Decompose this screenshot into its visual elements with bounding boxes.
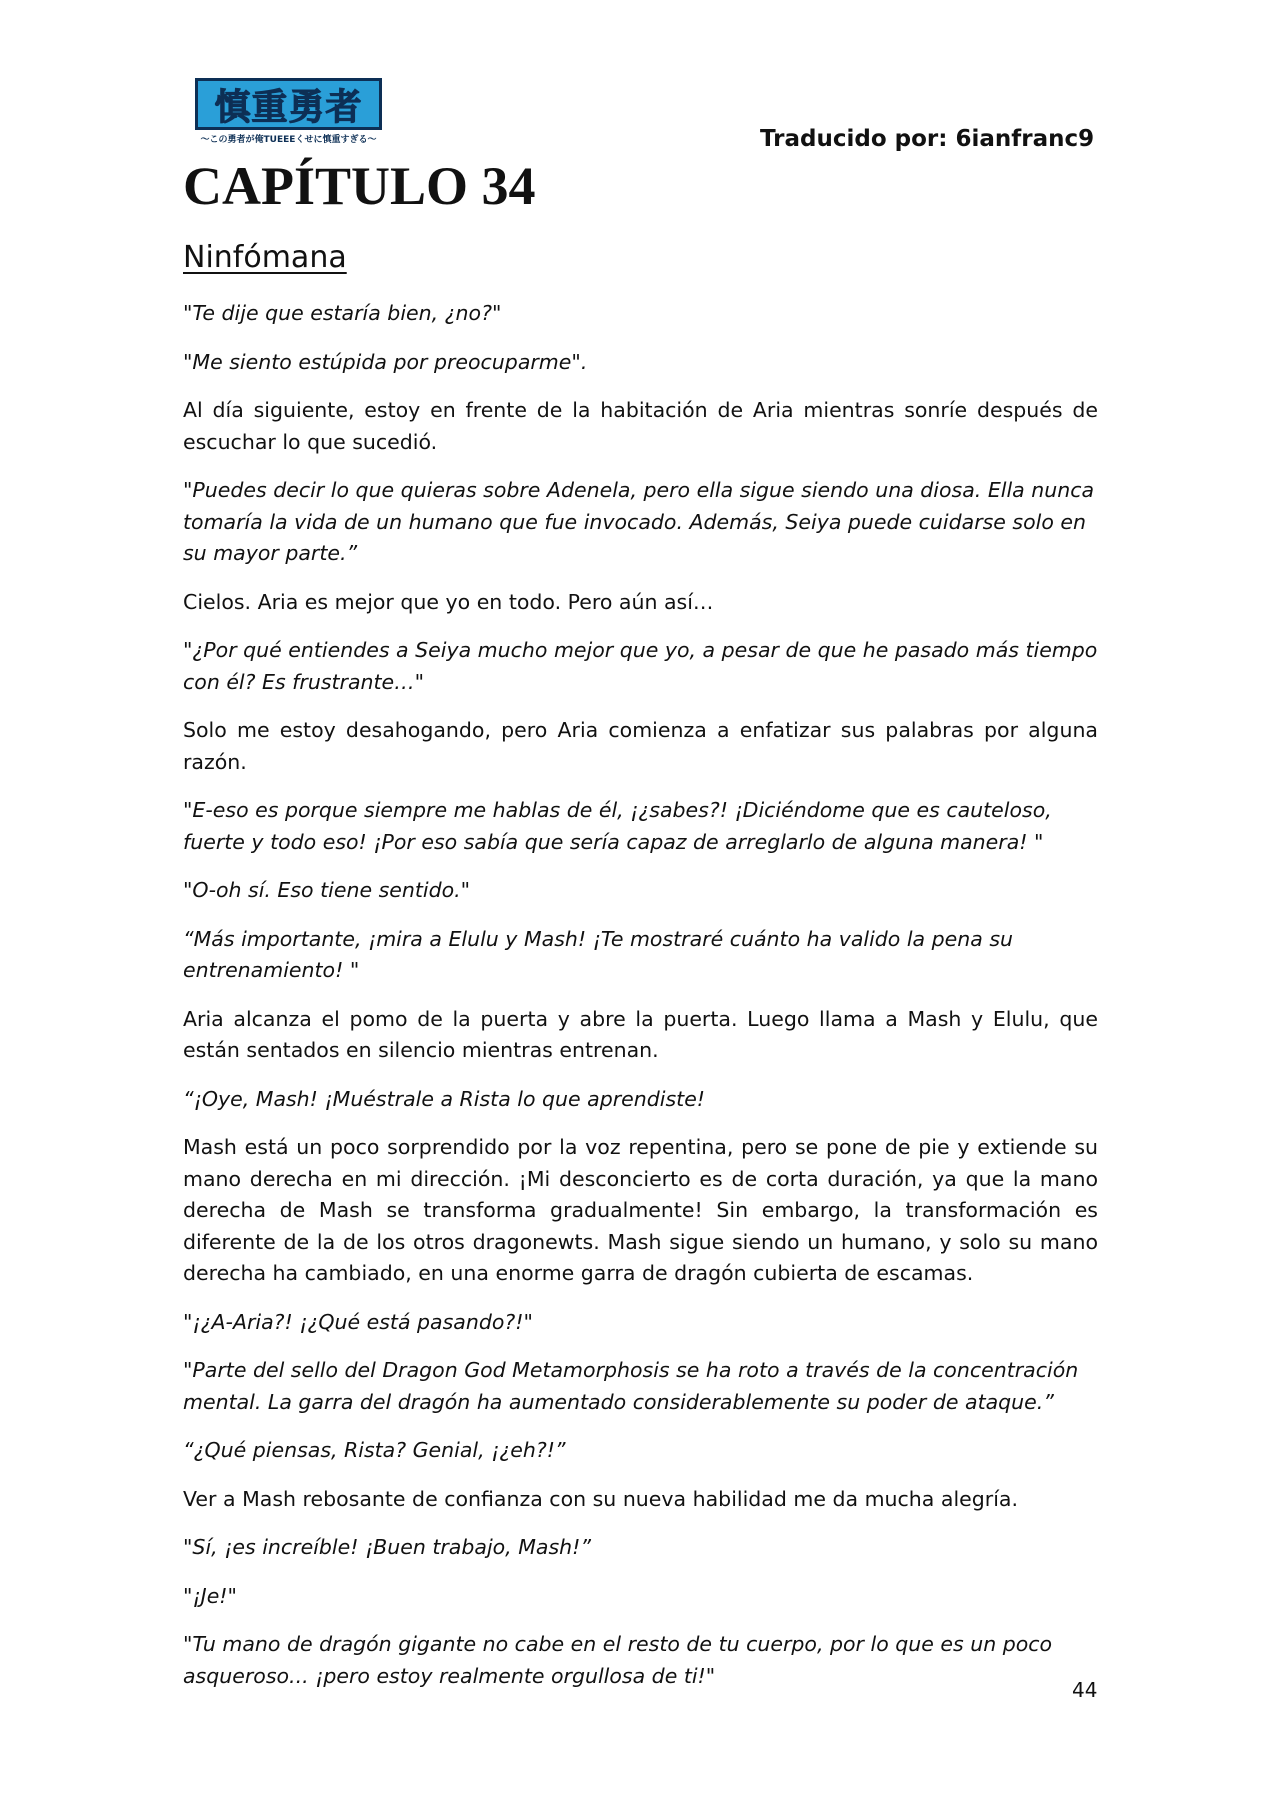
paragraph-dialogue: “Más importante, ¡mira a Elulu y Mash! ¡Te mostraré cuánto ha valido la pena su entrenamiento! " [183,926,1014,982]
paragraph-dialogue: "O-oh sí. Eso tiene sentido." [183,878,471,902]
paragraph-narration: Cielos. Aria es mejor que yo en todo. Pero aún así… [183,589,714,614]
paragraph-narration: Al día siguiente, estoy en frente de la habitación de Aria mientras sonríe después de escuchar lo que sucedió. [183,398,1098,454]
paragraph-dialogue: "E-eso es porque siempre me hablas de él, ¡¿sabes?! ¡Diciéndome que es cauteloso, fuerte y todo eso! ¡Por eso sabía que sería capaz de arreglarlo de alguna manera! " [183,798,1052,854]
chapter-body [183,298,1098,1709]
paragraph-dialogue: “¡Oye, Mash! ¡Muéstrale a Rista lo que aprendiste! [183,1086,706,1111]
paragraph-dialogue: "Parte del sello del Dragon God Metamorphosis se ha roto a través de la concentración mental. La garra del dragón ha aumentado considerablemente su poder de ataque.” [183,1358,1079,1414]
logo-title: 慎重勇者 [195,78,382,130]
page-number: 44 [1072,1678,1098,1702]
paragraph-narration: Mash está un poco sorprendido por la voz repentina, pero se pone de pie y extiende su mano derecha en mi dirección. ¡Mi desconcierto es de corta duración, ya que la mano derecha de Mash se transforma gradualmente! Sin embargo, la transformación es diferente de la de los otros dragonewts. Mash sigue siendo un humano, y solo su mano derecha ha cambiado, en una enorme garra de dragón cubierta de escamas. [183,1135,1098,1285]
chapter-title: CAPÍTULO 34 [183,156,536,216]
paragraph-dialogue: "Me siento estúpida por preocuparme". [183,349,588,374]
chapter-subtitle: Ninfómana [183,240,347,275]
series-logo [195,78,382,146]
translator-credit: Traducido por: 6ianfranc9 [760,126,1095,152]
paragraph-narration: Aria alcanza el pomo de la puerta y abre la puerta. Luego llama a Mash y Elulu, que están sentados en silencio mientras entrenan. [183,1006,1098,1062]
paragraph-dialogue: "Puedes decir lo que quieras sobre Adenela, pero ella sigue siendo una diosa. Ella nunca tomaría la vida de un humano que fue invocado. Además, Seiya puede cuidarse solo en su mayor parte.” [183,478,1095,565]
paragraph-dialogue: "¡¿A-Aria?! ¡¿Qué está pasando?!" [183,1309,533,1334]
paragraph-narration: Ver a Mash rebosante de confianza con su nueva habilidad me da mucha alegría. [183,1486,1018,1511]
paragraph-dialogue: “¿Qué piensas, Rista? Genial, ¡¿eh?!” [183,1438,566,1462]
paragraph-dialogue: "Tu mano de dragón gigante no cabe en el resto de tu cuerpo, por lo que es un poco asqueroso... ¡pero estoy realmente orgullosa de ti!" [183,1632,1053,1688]
paragraph-dialogue: "¡Je!" [183,1583,237,1608]
paragraph-dialogue: "¿Por qué entiendes a Seiya mucho mejor que yo, a pesar de que he pasado más tiempo con él? Es frustrante…" [183,638,1098,694]
logo-subtitle: 〜この勇者が俺TUEEEくせに慎重すぎる〜 [200,135,377,145]
paragraph-dialogue: "Te dije que estaría bien, ¿no?" [183,301,502,325]
paragraph-dialogue: "Sí, ¡es increíble! ¡Buen trabajo, Mash!” [183,1535,591,1559]
paragraph-narration: Solo me estoy desahogando, pero Aria comienza a enfatizar sus palabras por alguna razón. [183,718,1098,774]
